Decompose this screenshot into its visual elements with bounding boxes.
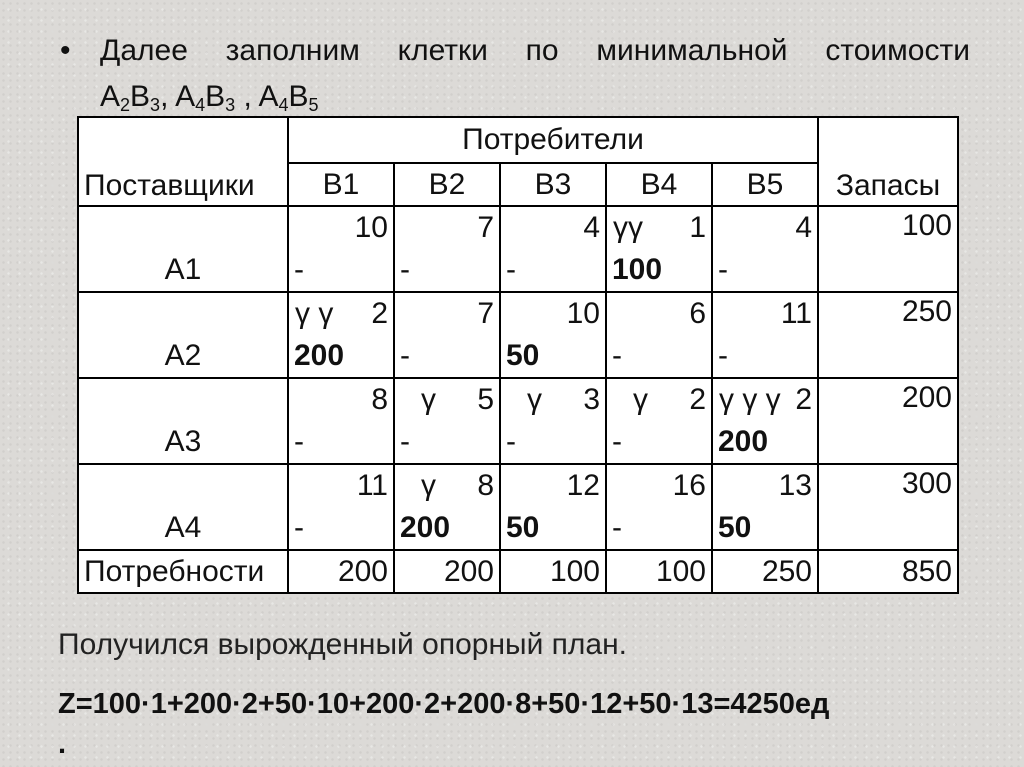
cost-value: 7 — [477, 297, 494, 330]
cost-cell — [500, 378, 606, 421]
stock-value: 200 — [818, 378, 958, 464]
allocation-cell: - — [288, 249, 394, 292]
cost-cell — [712, 206, 818, 249]
allocation-cell: 100 — [606, 249, 712, 292]
column-header: B2 — [394, 163, 500, 206]
supplier-name: A1 — [78, 206, 288, 292]
cost-value: 10 — [354, 211, 388, 244]
demand-value: 200 — [288, 550, 394, 593]
allocation-cell: - — [394, 335, 500, 378]
allocation-cell: - — [606, 421, 712, 464]
supplier-cost-row — [78, 464, 958, 507]
demand-value: 250 — [712, 550, 818, 593]
suppliers-header: Поставщики — [78, 117, 288, 206]
cost-value: 11 — [780, 297, 812, 330]
cost-value: 10 — [566, 297, 600, 330]
header-row-consumers — [78, 117, 958, 163]
column-header: B3 — [500, 163, 606, 206]
cost-cell — [606, 378, 712, 421]
allocation-cell: - — [712, 249, 818, 292]
allocation-cell: - — [394, 421, 500, 464]
formula-line-2: . — [58, 728, 67, 760]
cost-cell — [606, 206, 712, 249]
column-header: B5 — [712, 163, 818, 206]
gamma-mark: γ γ — [295, 297, 334, 330]
cost-value: 13 — [778, 469, 812, 502]
allocation-cell: 50 — [500, 335, 606, 378]
allocation-cell: 200 — [288, 335, 394, 378]
gamma-mark: γ γ γ — [719, 383, 781, 416]
allocation-cell: - — [500, 421, 606, 464]
gamma-mark: γγ — [613, 211, 643, 244]
supplier-name: A3 — [78, 378, 288, 464]
demand-value: 200 — [394, 550, 500, 593]
stock-value: 300 — [818, 464, 958, 550]
column-header: B4 — [606, 163, 712, 206]
allocation-cell: 50 — [712, 507, 818, 550]
cost-cell — [712, 378, 818, 421]
allocation-cell: - — [712, 335, 818, 378]
transport-table — [77, 116, 959, 594]
column-header: B1 — [288, 163, 394, 206]
demand-label: Потребности — [78, 550, 288, 593]
consumers-header: Потребители — [288, 117, 818, 163]
supplier-cost-row — [78, 292, 958, 335]
cost-value: 1 — [689, 211, 706, 244]
stock-value: 250 — [818, 292, 958, 378]
cost-cell — [394, 464, 500, 507]
cost-cell — [606, 464, 712, 507]
demand-value: 100 — [606, 550, 712, 593]
cost-value: 2 — [371, 297, 388, 330]
cost-cell — [712, 292, 818, 335]
cost-cell — [288, 464, 394, 507]
allocation-cell: - — [394, 249, 500, 292]
cost-value: 16 — [672, 469, 706, 502]
allocation-cell: - — [606, 335, 712, 378]
allocation-cell: 200 — [394, 507, 500, 550]
cost-cell — [500, 292, 606, 335]
cost-value: 2 — [689, 383, 706, 416]
heading-line-1: Далее заполним клетки по минимальной стоимости — [100, 34, 970, 67]
supplier-cost-row — [78, 378, 958, 421]
cell-ref: $A_2B_3$ — [100, 80, 161, 115]
cost-value: 6 — [689, 297, 706, 330]
cost-cell — [712, 464, 818, 507]
allocation-cell: 50 — [500, 507, 606, 550]
supplier-name: A2 — [78, 292, 288, 378]
cost-value: 7 — [477, 211, 494, 244]
gamma-mark: γ — [633, 383, 648, 416]
cost-value: 3 — [583, 383, 600, 416]
supplier-name: A4 — [78, 464, 288, 550]
demand-row — [78, 550, 958, 593]
cost-value: 2 — [795, 383, 812, 416]
allocation-cell: - — [500, 249, 606, 292]
cost-cell — [500, 206, 606, 249]
objective-formula — [58, 684, 829, 764]
cost-value: 12 — [566, 469, 600, 502]
allocation-cell: 200 — [712, 421, 818, 464]
allocation-cell: - — [606, 507, 712, 550]
cost-cell — [394, 378, 500, 421]
cost-cell — [394, 292, 500, 335]
gamma-mark: γ — [421, 383, 436, 416]
cell-ref: $A_4B_3$ — [175, 80, 236, 115]
cost-value: 8 — [371, 383, 388, 416]
gamma-mark: γ — [421, 469, 436, 502]
cost-value: 8 — [477, 469, 494, 502]
total-value: 850 — [818, 550, 958, 593]
cost-value: 4 — [583, 211, 600, 244]
cost-cell — [394, 206, 500, 249]
heading-line-2: $A_2B_3$, $A_4B_3$ , $A_4B_5$ — [100, 80, 319, 115]
result-text: Получился вырожденный опорный план. — [58, 628, 628, 661]
cost-value: 5 — [477, 383, 494, 416]
cost-cell — [500, 464, 606, 507]
allocation-cell: - — [288, 421, 394, 464]
cost-cell — [288, 206, 394, 249]
supplier-cost-row — [78, 206, 958, 249]
cell-ref: $A_4B_5$ — [258, 80, 319, 115]
cost-cell — [288, 378, 394, 421]
demand-value: 100 — [500, 550, 606, 593]
gamma-mark: γ — [527, 383, 542, 416]
formula-line-1: Z=100·1+200·2+50·10+200·2+200·8+50·12+50·13=4250ед — [58, 688, 830, 720]
cost-value: 4 — [795, 211, 812, 244]
stock-value: 100 — [818, 206, 958, 292]
cost-value: 11 — [356, 469, 388, 502]
allocation-cell: - — [288, 507, 394, 550]
cost-cell — [288, 292, 394, 335]
stock-header: Запасы — [818, 117, 958, 206]
bullet: • — [60, 34, 71, 67]
slide-heading — [60, 28, 970, 128]
cost-cell — [606, 292, 712, 335]
